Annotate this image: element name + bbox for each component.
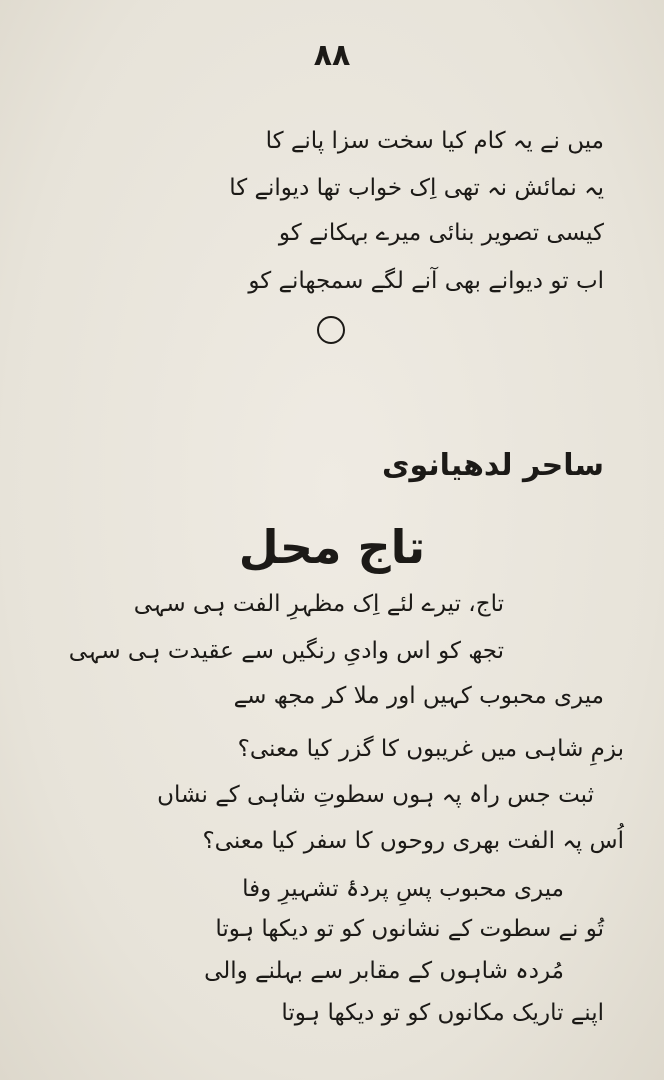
poem-line: ثبت جس راہ پہ ہوں سطوتِ شاہی کے نشاں <box>157 782 594 808</box>
stanza-line: اب تو دیوانے بھی آنے لگے سمجھانے کو <box>248 268 604 294</box>
poem-line: اُس پہ الفت بھری روحوں کا سفر کیا معنی؟ <box>202 828 624 854</box>
poem-line: تُو نے سطوت کے نشانوں کو تو دیکھا ہوتا <box>215 916 604 942</box>
poem-line: تاج، تیرے لئے اِک مظہرِ الفت ہی سہی <box>133 591 504 617</box>
section-end-circle <box>317 316 345 344</box>
poem-line: تجھ کو اس وادیِ رنگیں سے عقیدت ہی سہی <box>68 638 504 664</box>
poem-line: مُردہ شاہوں کے مقابر سے بہلنے والی <box>204 958 564 984</box>
poem-title: تاج محل <box>238 520 426 574</box>
poem-line: اپنے تاریک مکانوں کو تو دیکھا ہوتا <box>281 1000 604 1026</box>
stanza-line: یہ نمائش نہ تھی اِک خواب تھا دیوانے کا <box>229 175 604 201</box>
poem-line: میری محبوب پسِ پردۂ تشہیرِ وفا <box>242 876 564 902</box>
poet-name: ساحر لدھیانوی <box>382 448 604 483</box>
poem-line: بزمِ شاہی میں غریبوں کا گزر کیا معنی؟ <box>237 736 624 762</box>
stanza-line: کیسی تصویر بنائی میرے بہکانے کو <box>278 220 604 246</box>
stanza-line: میں نے یہ کام کیا سخت سزا پانے کا <box>265 128 604 154</box>
page-number: ۸۸ <box>313 38 351 73</box>
poem-line: میری محبوب کہیں اور ملا کر مجھ سے <box>233 683 604 709</box>
